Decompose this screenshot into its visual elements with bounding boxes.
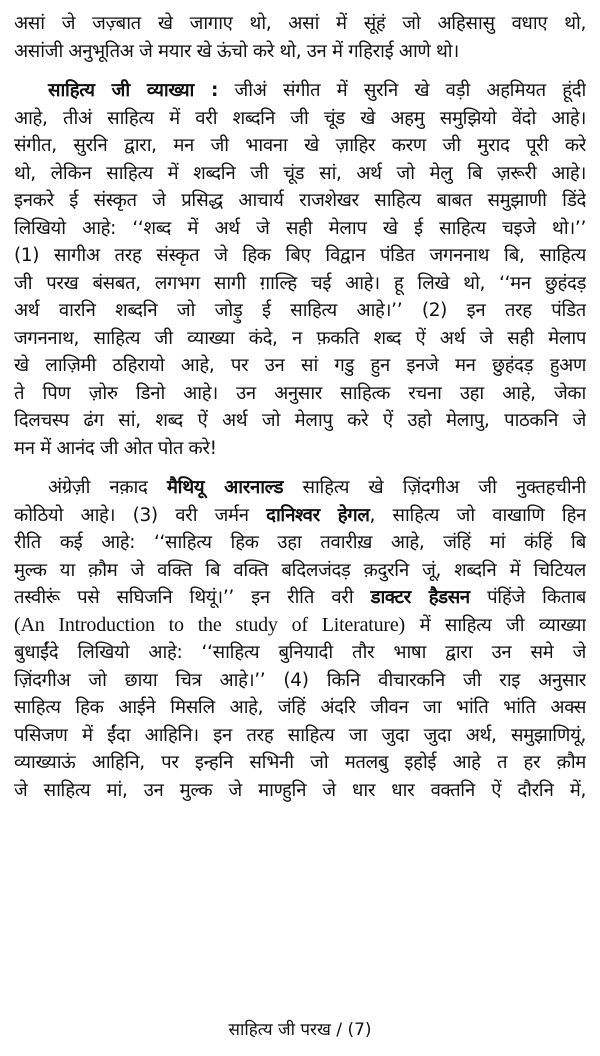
text-line: रीति कई आहे: ‘‘साहित्य हिक उहा तवारीख़ आहे, जंहिं मां कंहिं बि	[14, 532, 586, 553]
text-line: अर्थ वारनि शब्दनि जो जोड़ु ई साहित्य आहे।’’ (2) इन तरह पंडित	[14, 300, 586, 321]
text-line: दिलचस्प ढंग सां, शब्द ऐं अर्थ जो मेलापु करे ऐं उहो मेलापु, पाठकनि जे	[14, 410, 586, 431]
text-line: संगीत, सुरनि द्वारा, मन जी भावना खे ज़ाहिर करण जी मुराद पूरी करे	[14, 135, 586, 156]
text-line: जगननाथ, साहित्य जी व्याख्या कंदे, न फ़कति शब्द ऐं अर्थ जे सही मेलाप	[14, 327, 586, 349]
text-line: जे साहित्य मां, उन मुल्क जे माण्हुनि जे धार धार वक्तनि ऐं दौरनि में,	[14, 779, 586, 801]
text-line: खे लाज़िमी ठहिरायो आहे, पर उन सां गडु हुन इनजे मन छुहंदड़ हुअण	[14, 355, 586, 376]
name-bold: दानिश्वर हेगल	[266, 504, 370, 526]
text-line: असांजी अनुभूतिअ जे मयार खे ऊंचो करे थो, उन में गहिराई आणे थो।	[14, 40, 459, 62]
paragraph-definition	[14, 77, 586, 462]
text-line: जी परख बंसबत, लगभग सागी ग़ाल्हि चई आहे। हू लिखे थो, ‘‘मन छुहंदड़	[14, 272, 586, 294]
text-line: पसिजण में ईंदा आहिनि। इन तरह साहित्य जा जुदा जुदा अर्थ, समुझाणियूं,	[14, 724, 586, 746]
text-line: ज़िंदगीअ जो छाया चित्र आहे।’’ (4) किनि वीचारकनि जी राइ अनुसार	[14, 669, 586, 691]
paragraph-continuation	[14, 0, 586, 65]
text-line: कोठियो आहे। (3) वरी जर्मन दानिश्वर हेगल, साहित्य जो वाखाणि हिन	[14, 504, 586, 526]
paragraph-western-views	[14, 474, 586, 804]
text-line: लिखियो आहे: ‘‘शब्द में अर्थ जे सही मेलाप खे ई साहित्य चइजे थो।’’	[14, 217, 586, 239]
text-line: आहे, तीअं साहित्य में वरी शब्दनि जी चूंड खे अहमु समुझियो वेंदो आहे।	[14, 107, 586, 129]
text-line: बुधाईंदे लिखियो आहे: ‘‘साहित्य बुनियादी तौर भाषा द्वारा उन समे जे	[14, 642, 586, 663]
name-bold: मैथियू आरनाल्ड	[166, 477, 284, 498]
text-line: साहित्य जी व्याख्या : जीअं संगीत में सुरनि खे वड़ी अहमियत हूंदी	[48, 80, 586, 101]
text-line: (1) सागीअ तरह संस्कृत जे हिक बिए विद्वान पंडित जगननाथ बि, साहित्य	[14, 245, 586, 266]
text-line: इनकरे ई संस्कृत जे प्रसिद्ध आचार्य राजशेखर साहित्य बाबत समुझाणी डिंदे	[14, 190, 586, 211]
page-footer: साहित्य जी परख / (7)	[228, 1020, 372, 1040]
text-line: तस्वीरूं पसे सघिजनि थियूं।’’ इन रीति वरी डाक्टर हैडसन पंहिंजे किताब	[14, 587, 586, 608]
text-line: अंग्रेज़ी नक़ाद मैथियू आरनाल्ड साहित्य खे ज़िंदगीअ जी नुक्तहचीनी	[48, 477, 586, 498]
text-line: साहित्य हिक आईने मिसलि आहे, जंहिं अंदरि जीवन जा भांति भांति अक्स	[14, 697, 586, 718]
text-line: थो, लेकिन साहित्य में शब्दनि जी चूंड सां, अर्थ जो मेलु बि ज़रूरी आहे।	[14, 162, 586, 184]
section-heading: साहित्य जी व्याख्या :	[48, 80, 219, 101]
text-line: मुल्क या क़ौम जे वक्ति बि वक्ति बदिलजंदड़ क़दुरनि जूं, शब्दनि में चिटियल	[14, 559, 586, 581]
text-line: असां जे जज़्बात खे जागाए थो, असां में सूंहं जो अहिसासु वधाए थो,	[14, 13, 586, 34]
text-line: मन में आनंद जी ओत पोत करे!	[14, 437, 217, 459]
name-bold: डाक्टर हैडसन	[370, 587, 470, 608]
book-title-latin: (An Introduction to the study of Literature)	[14, 613, 405, 636]
text-line: (An Introduction to the study of Literature) में साहित्य जी व्याख्या	[14, 613, 586, 636]
text-line: ते पिण ज़ोरु डिनो आहे। उन अनुसार साहित्क रचना उहा आहे, जेका	[14, 382, 586, 404]
text-line: व्याख्याऊं आहिनि, पर इन्हनि सभिनी जो मतलबु इहोई आहे त हर क़ौम	[14, 752, 586, 773]
